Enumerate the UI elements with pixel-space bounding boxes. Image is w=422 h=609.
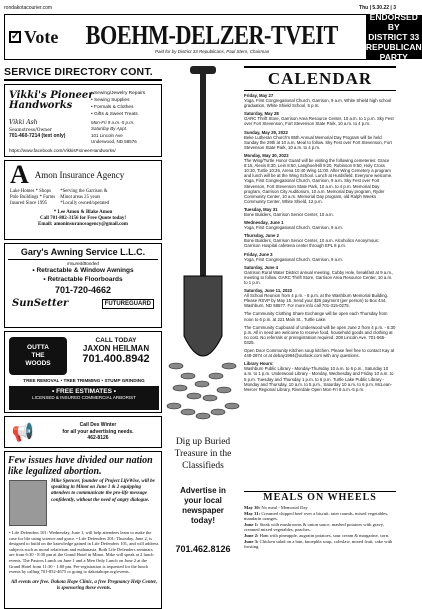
calendar-title: CALENDAR [244,66,396,91]
logo-line-1: OUTTA [27,344,49,351]
vikki-address-line-2: Underwood, ND 58576 [91,138,137,144]
logo-line-2: THE [31,352,45,359]
meal-item [244,522,396,533]
calendar-entry-date: Monday, May 30, 2022 [244,152,289,158]
vikki-logo [9,91,93,111]
vikki-signature [9,119,52,133]
calendar-entry [244,93,396,108]
calendar-entry-text: All School Reunion from 4 p.m. - 6 p.m. at the Washburn Memorial Building. Please RSVP by May 15. Send your $25 payment (per person) to Box 444, Washburn, ND 58577. For more info call 701-315-0275. [244,293,389,309]
calendar-entry [244,361,396,392]
meal-date: June 2: [244,532,259,538]
arborist-label: LICENSED & INSURED COMMERCIAL ARBORIST [32,395,136,400]
treasure-line-2: Treasure in the [174,449,232,459]
meals-on-wheels [244,491,396,550]
calendar-entry-date: Sunday, May 29, 2022 [244,129,288,135]
meal-description: Creamed chipped beef over a biscuit, tater rounds, mixed vegetables, mandarin oranges. [244,510,389,522]
amon-details [10,189,156,207]
list-item: • Retractable & Window Awnings [32,267,134,274]
dakota-hope-footer: All events are free. Dakota Hope Clinic, a free Pregnancy Help Center, is sponsoring these events. [10,580,158,592]
vikki-hours-line-2: Saturday By Appt. [91,126,128,131]
calendar-entry-date: Wednesday, June 1 [244,220,284,226]
jaxon-phone: 701.400.8942 [82,353,150,365]
calendar-entry-date: Thursday, June 2 [244,233,280,239]
call-des-winter-ad [4,416,162,448]
site-url[interactable]: rondakotacourier.com [4,5,53,11]
amon-col-2 [60,189,109,207]
calendar-entry-text: Yoga, First Congregational Church, Garrison, 9 a.m. White Shield high school graduation, White Shield School, 5 p.m. [244,98,392,109]
meal-item [244,511,396,522]
calendar-entry [244,288,396,308]
jaxon-contact [73,337,159,365]
calendar-entry-text: Open Door Community Kitchen soup kitchen. Please feel free to contact Kay at 448-2874 or at debay1984@outlook.com with any questions. [244,348,395,359]
meal-date: June 1: [244,521,259,527]
list-item: Minot areas 25 years [60,195,101,200]
list-item: • Sewing/Jewelry Repairs [91,91,146,96]
calendar-entry [244,252,396,262]
amon-contact-line-2: Call 701-802-3156 for Free Quote today! [39,216,127,221]
treasure-line-3: Classifieds [182,461,224,471]
amon-insurance-ad [4,160,162,240]
advertise-line-4: today! [191,516,215,525]
list-item: • Formals & Clothes [91,105,134,110]
gary-insured: Insured/Bonded [67,261,99,266]
meal-date: June 3: [244,538,259,544]
calendar-entry [244,325,396,345]
meal-date: May 30: [244,505,261,510]
calendar-entry-text: Beke Lutheran Church's 85th Annual Memorial Day Program will be held Sunday the 29th at 10 a.m. Meal to follow. Sky Fest over Fort Stevenson, Fort Stevenson State Park, 10 a.m. to 4 p.m. [244,134,392,150]
dakota-hope-body: • Life Defenders 101: Wednesday, June 1, will help attendees learn to make the case for life using science and grace. • Life Defenders 201: Thursday, June 2, is designed to build on the knowledge gained in Life Defenders 101, and will address subjects such as moral relativism and euthanasia. Both Life Defenders seminars are from 6:30 - 8:30 pm at the Grand Hotel in Minot. Mike will speak at 2 lunch events. The Pastors Lunch on June 1 and a Men Only Lunch on June 2 at the Grand Hotel from 11:30 - 1:00 pm. Pre-registration is requested for the lunch events by calling 701-852-4675 or going to dakotahope.org/events. [9,530,159,575]
outta-the-woods-ad [4,331,162,413]
service-directory [4,66,162,609]
outta-the-woods-logo [9,337,67,375]
calendar-entry [244,265,396,285]
calendar-entry-date: Saturday, June 11, 2022 [244,288,293,294]
list-item: Pole Buildings * Farms [10,195,56,200]
endorsement-box [365,12,422,62]
classifieds-phone: 701.462.8126 [175,544,231,554]
vikki-address-line-1: 101 Lincoln Ave [91,133,123,138]
vote-label: Vote [24,26,59,47]
calendar-entry-text: Yoga, First Congregational Church, Garrison, 9 a.m. [244,256,343,262]
calendar-entry-text: Bone Builders, Garrison Senior Center, 10 a.m. Alcoholics Anonymous: Garrison Hospital cafeteria center through EPL 8 p.m. [244,238,379,249]
paid-for-note: Paid for by District 33 Republicans, Paul Stern, Chairman [154,48,270,54]
calendar-entry [244,220,396,230]
vikki-address [91,133,137,144]
call-today-label: CALL TODAY [95,337,137,344]
jaxon-name: JAXON HEILMAN [82,344,150,353]
calendar-entry-text: The Wing/Turtle Honor Guard will be visiting the following cemeteries: Grace 8:15, Alexis 8:30, Lein 8:50, Langhoe/Hill 9:20, Robinson 9:50, Holy Cross 10:10, Turtle 10:25, Arena 10:40 Wing 11:00. After Wing Cemetery a program and lunch will be at the Wing School. Lunch at Hurdsfield. Everyone welcome. Yoga, First Congregational Church, Garrison, 9 a.m. Sky Fest over Fort Stevenson, Fort Stevenson State Park, 10 a.m. to 4 p.m. Memorial Day program, Garrison City Auditorium, 10 a.m. Memorial Day program, Ryder Community Center, 10 a.m. Memorial Day program, old Ralph Weeks Community Center, White Shield, 12 p.m. [244,158,393,204]
meals-title: MEALS ON WHEELS [244,491,396,503]
vikki-hours-line-1: Mon-Fri 9 a.m.-5 p.m. [91,120,135,125]
calendar-column [244,66,396,562]
calendar-entry [244,233,396,248]
jaxon-services: TREE REMOVAL • TREE TRIMMING • STUMP GRINDING [23,378,145,383]
meals-list [244,505,396,550]
calendar-entry-text: Washburn Public Library - Monday-Thursday 10 a.m. to 6 p.m., Saturday 10 a.m. to 1 p.m. Underwood Library - Monday, Wednesday and Friday 10 a.m. to 5 p.m. Tuesday and Thursday 1 p.m. to 6 p.m. Turtle Lake Public Library - Monday and Thursday, 10 a.m. to 5 p.m., Saturday 10 a.m. to 6 p.m. McLean-Mercer Regional Library, Riverdale Open Mon-Fri 8 a.m.-5 p.m. [244,366,394,392]
vote-box [5,15,58,59]
amon-contact [10,210,156,228]
winter-line-2: for all your advertising needs. [62,428,134,435]
calendar-entry-date: Friday, June 3 [244,251,273,257]
list-item: Insured Since 1995 [10,201,48,206]
list-item: • Sewing Supplies [91,98,130,103]
list-item: *Serving the Garrison & [60,189,108,194]
calendar-entry-text: Yoga, First Congregational Church, Garrison, 9 a.m. [244,225,343,231]
dakota-hope-headline: Few issues have divided our nation like legalized abortion. [8,455,153,477]
treasure-line-1: Dig up Buried [175,437,231,447]
meal-description: Steak with mushrooms & onion sauce, mashed potatoes with gravy, creamed mixed vegetables, peaches. [244,521,384,533]
calendar-entry-text: Bone Builders, Garrison Senior Center, 10 a.m. [244,211,334,217]
calendar-entry-date: Library Hours: [244,361,274,367]
calendar-entry-date: Tuesday, May 31 [244,206,278,212]
vikki-services [91,90,145,118]
jaxon-estimate-bar [9,386,159,410]
calendar-entry-text: The Community Cupboard of Underwood will be open June 2 from 4 p.m. - 6:30 p.m. All in need are welcome to receive food, household goods and clothing at no cost. No referrals or preregistration required. 208 Lincoln Ave. 701-565-0325. [244,324,396,345]
calendar-entry [244,153,396,204]
calendar-entries [244,93,396,392]
winter-phone: 462-8126 [87,435,109,442]
calendar-entry-text: The Community Clothing Share Exchange will be open each Thursday from noon to 6 p.m. at 221 Main St., Turtle Lake. [244,311,388,322]
calendar-entry-date: Saturday, June 4 [244,264,279,270]
futureguard-logo: FUTUREGUARD [102,299,154,309]
vikki-logo-line-1: Vikki's Pioneer [9,90,94,101]
amon-logo: A [10,160,29,189]
free-estimates: • FREE ESTIMATES • [51,388,117,395]
amon-name: Amon Insurance Agency [34,170,125,180]
dakota-hope-intro: Mike Spencer, founder of Project LifeWise, will be speaking in Minot on June 1 & 2 equipping attendees to communicate the pro-life message confidently, without the need of angry dialogue. [51,479,155,503]
vote-banner-ad [4,12,422,62]
vikki-phone: 701-460-7214 (text only) [9,133,66,139]
meal-item [244,539,396,550]
calendar-entry-date: Friday, May 27 [244,93,274,98]
endorsed-line-2: DISTRICT 33 [368,32,420,42]
calendar-entry [244,311,396,321]
gary-logos [8,298,158,309]
calendar-entry [244,207,396,217]
endorsed-line-3: REPUBLICAN PARTY [365,42,422,62]
directory-title: SERVICE DIRECTORY CONT. [4,66,162,81]
meal-description: Chicken salad on a bun, knoephla soup, coleslaw, mixed fruit, cake with frosting. [244,538,393,550]
vikki-sig-name: Vikki Ash [9,119,38,126]
gary-awning-ad [4,243,162,328]
meal-description: No meal - Memorial Day [261,505,308,510]
amon-header [10,160,156,189]
candidate-names [58,15,366,59]
sunsetter-logo: SunSetter [12,298,69,309]
calendar-entry [244,111,396,126]
calendar-entry-text: GARC Thrift Store, Garrison Area Resource Center, 10 a.m. to 1 p.m. Sky Fest over Fort Stevenson, Fort Stevenson State Park, 10 a.m. to 4 p.m. [244,116,394,127]
meal-date: May 31: [244,510,261,516]
candidate-names-text: BOEHM-DELZER-TVEIT [86,19,339,50]
logo-line-3: WOODS [25,360,51,367]
megaphone-icon: 📢 [11,422,35,442]
vikki-facebook-link[interactable]: https://www.facebook.com/VikkisPioneerHandworks/ [9,148,116,153]
list-item: • Retractable Floorboards [43,276,123,283]
vikki-hours [91,120,134,132]
list-item: • Gifts & Sweet Treats [91,112,138,117]
calendar-entry-text: Garrison Rural Water District annual meeting, Cubby Hole, breakfast at 9 a.m., meeting to follow. GARC Thrift Store, Garrison Area Resource Center, 10 a.m. to 1 p.m. [244,269,394,285]
calendar-entry [244,348,396,358]
page-header [4,3,396,13]
advertise-line-2: your local [184,496,222,505]
dig-up-treasure-text [166,436,240,472]
vikki-sig-role: Seamstress/Owner [9,128,53,133]
amon-col-1 [10,189,55,207]
winter-line-1: Call Des Winter [79,422,117,429]
speaker-photo [9,480,47,526]
vikki-ad [4,84,162,157]
advertise-text [166,486,240,526]
vikki-logo-line-2: Handworks [9,100,73,111]
advertise-line-3: newspaper [182,506,224,515]
amon-email[interactable]: Email: amoninsuranceagency@gmail.com [38,222,128,227]
calendar-entry [244,130,396,150]
dakota-hope-ad [4,451,162,609]
gary-title: Gary's Awning Service L.L.C. [8,247,158,260]
classifieds-ad [166,66,240,562]
amon-contact-line-1: * Lee Amon & Blake Amon [53,210,113,215]
gary-phone: 701-720-4662 [54,285,112,295]
advertise-line-1: Advertise in [180,486,226,495]
shovel-treasure-illustration [166,66,240,426]
page-number: Thu | 5.30.22 | 3 [359,5,396,11]
meal-description: Ham with pineapple, augratin potatoes, sour cream & margarine, corn. [259,532,390,538]
list-item: Lake Homes * Shops [10,189,51,194]
calendar-entry-date: Saturday, May 28 [244,111,279,117]
winter-text [38,422,158,442]
checkbox-icon: ✓ [11,31,20,42]
list-item: *Locally owned/operated [60,201,110,206]
endorsed-line-1: ENDORSED BY [369,12,418,32]
